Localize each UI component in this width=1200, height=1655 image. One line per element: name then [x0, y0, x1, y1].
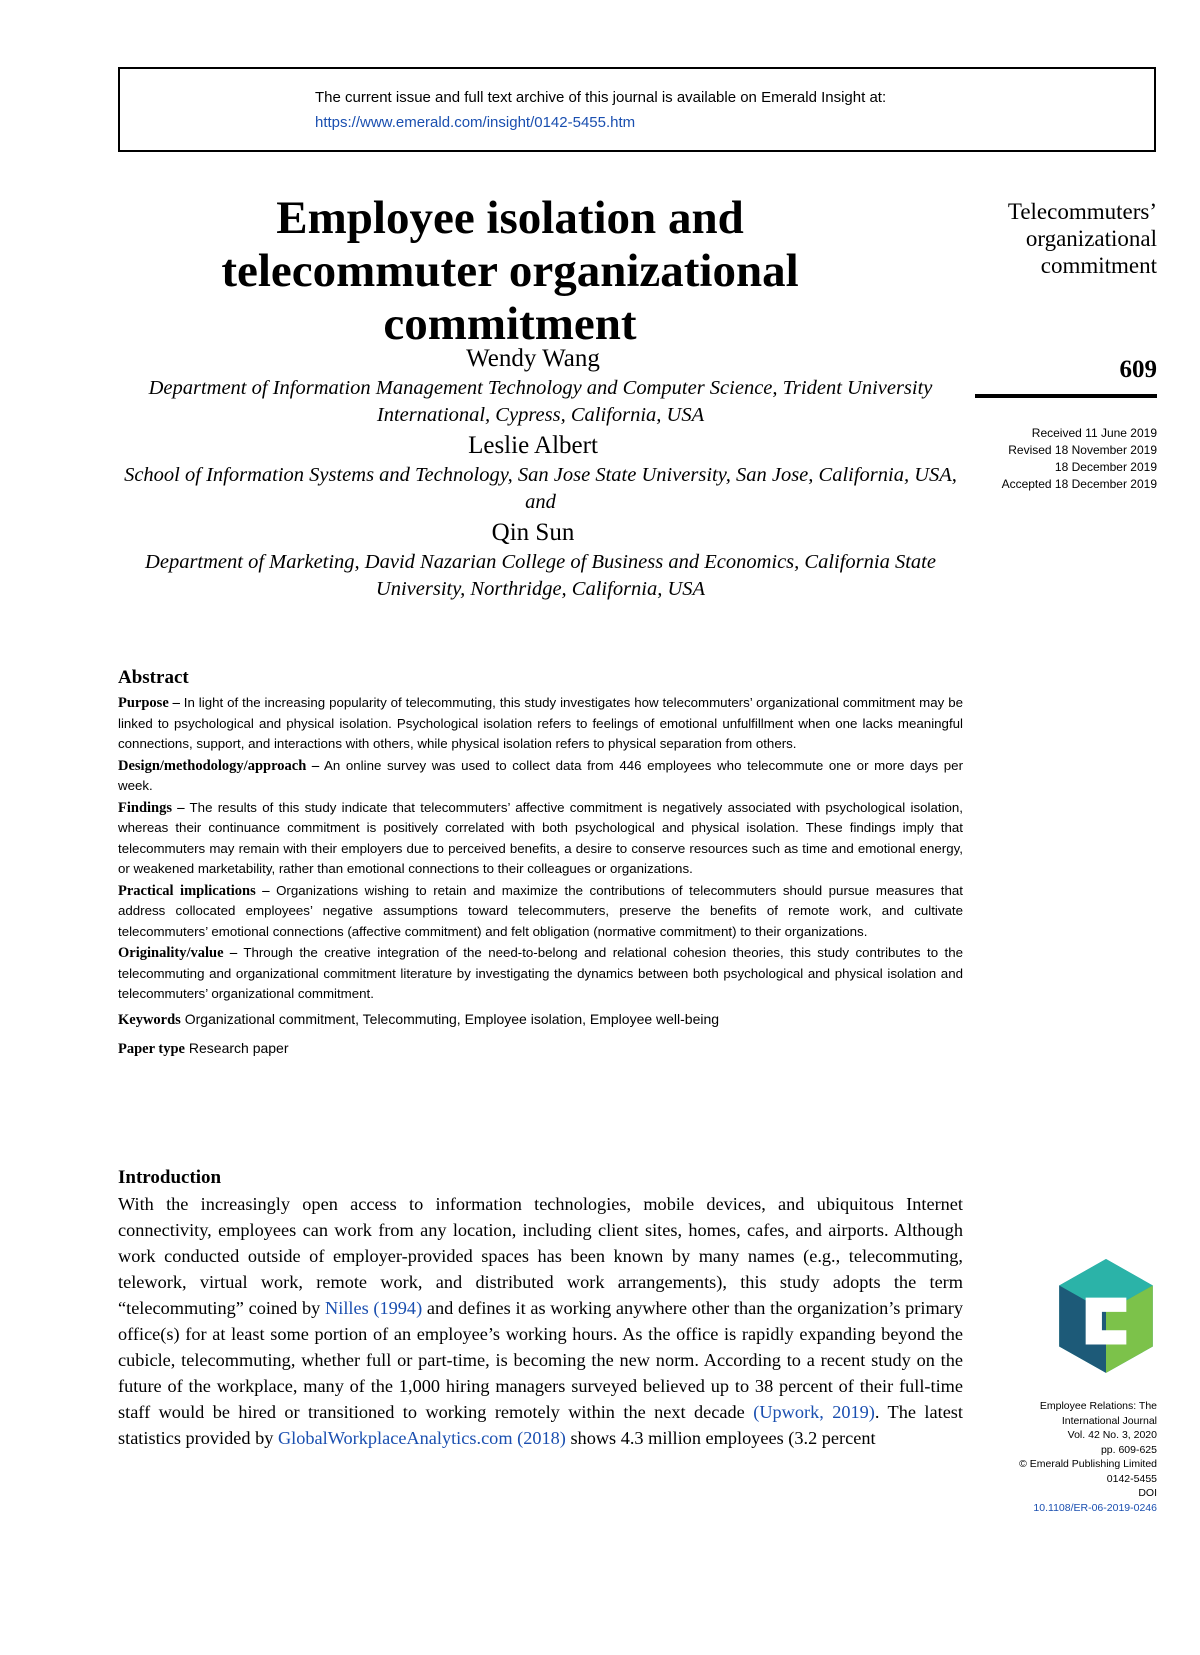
author-affiliation: Department of Marketing, David Nazarian College of Business and Economics, California State University, Northridge, California, USA — [145, 551, 936, 600]
citation-link[interactable]: GlobalWorkplaceAnalytics.com (2018) — [277, 1428, 566, 1448]
citation-link[interactable]: (Upwork, 2019) — [753, 1402, 875, 1422]
intro-text: . The latest statistics provided by — [118, 1402, 963, 1448]
journal-name: Employee Relations: The — [1039, 1400, 1157, 1412]
running-title-line: commitment — [1040, 253, 1157, 278]
findings-label: Findings – — [118, 799, 185, 816]
publisher: © Emerald Publishing Limited — [1019, 1458, 1157, 1470]
intro-text: With the increasingly open access to information technologies, mobile devices, and ubiquitous Internet connectivity, employees can work from any location, including client sites, homes, cafes, and airports. Although work conducted outside of employer-provided spaces has been known by many names (e.g., telecommuting, telework, virtual work, remote work, and distributed work arrangements), this study adopts the term “telecommuting” coined by — [118, 1194, 963, 1318]
purpose-text: In light of the increasing popularity of telecommuting, this study investigates how telecommuters’ organizational commitment may be linked to psychological and physical isolation. Psychological isolation refers to feelings of emotional unfulfillment when one lacks meaningful connections, support, and interactions with others, while physical isolation refers to physical separation from others. — [118, 695, 964, 751]
date-revised: Revised 18 November 2019 — [1008, 443, 1157, 457]
purpose-label: Purpose – — [118, 695, 180, 711]
author-name: Wendy Wang — [466, 345, 600, 372]
margin-divider — [975, 394, 1157, 398]
running-title — [1008, 198, 1157, 279]
date-accepted: Accepted 18 December 2019 — [1001, 477, 1157, 491]
originality-text: Through the creative integration of the need-to-belong and relational cohesion theories, this study contributes to the telecommuting and organizational commitment literature by investigating the dynamics between both psychological and physical isolation and telecommuters’ organizational commitment. — [118, 945, 964, 1001]
author-name: Leslie Albert — [468, 432, 598, 459]
banner-text: The current issue and full text archive of this journal is available on Emerald Insight at: — [315, 89, 887, 106]
emerald-logo-icon — [1055, 1257, 1157, 1377]
doi-label: DOI — [1138, 1487, 1157, 1499]
introduction-heading: Introduction — [118, 1167, 222, 1188]
design-label: Design/methodology/approach – — [118, 757, 320, 774]
running-title-line: organizational — [1025, 226, 1157, 251]
doi-line — [1019, 1486, 1157, 1515]
author-name: Qin Sun — [491, 519, 575, 546]
journal-availability-banner — [118, 67, 1156, 152]
abstract-body — [118, 693, 963, 1061]
design-text: An online survey was used to collect data from 446 employees who telecommute one or more days per week. — [118, 757, 963, 793]
citation-link[interactable]: Nilles (1994) — [325, 1298, 423, 1318]
journal-citation-info — [1019, 1399, 1157, 1515]
intro-text: shows 4.3 million employees (3.2 percent — [570, 1428, 876, 1448]
author-affiliation: School of Information Systems and Technology, San Jose State University, San Jose, California, USA, and — [124, 464, 957, 513]
intro-text: and defines it as working anywhere other than the organization’s primary office(s) for at least some portion of an employee’s working hours. As the office is rapidly expanding beyond the cubicle, telecommuting, whether full or part-time, is becoming the new norm. According to a recent study on the future of the workplace, many of the 1,000 hiring managers surveyed believed up to 38 percent of their full-time staff would be hired or transitioned to working remotely within the next decade — [118, 1298, 964, 1422]
practical-text: Organizations wishing to retain and maximize the contributions of telecommuters should pursue measures that address collocated employees’ negative assumptions toward telecommuters, preserve the benefits of remote work, and cultivate telecommuters’ emotional connections (affective commitment) and felt obligation (normative commitment) to their organizations. — [118, 882, 963, 939]
journal-volume: Vol. 42 No. 3, 2020 — [1067, 1429, 1157, 1441]
running-title-line: Telecommuters’ — [1007, 199, 1157, 224]
findings-text: The results of this study indicate that telecommuters’ affective commitment is negatively associated with psychological isolation, whereas their continuance commitment is positively correlated with both psychological and physical isolation. These findings imply that telecommuters may remain with their employers due to perceived benefits, a desire to conserve resources such as time and emotional energy, or weakened marketability, rather than emotional connections to their colleagues or organizations. — [118, 799, 963, 876]
submission-dates — [1002, 425, 1157, 493]
doi-link[interactable]: 10.1108/ER-06-2019-0246 — [1033, 1501, 1157, 1514]
practical-label: Practical implications – — [118, 882, 270, 899]
keywords-text: Organizational commitment, Telecommuting, Employee isolation, Employee well-being — [184, 1010, 720, 1027]
issn: 0142-5455 — [1106, 1472, 1157, 1485]
page-number: 609 — [1119, 356, 1157, 383]
paper-type-text: Research paper — [188, 1040, 289, 1056]
journal-pages: pp. 609-625 — [1100, 1443, 1157, 1456]
date-revised-2: 18 December 2019 — [1054, 460, 1157, 474]
abstract-heading: Abstract — [118, 667, 189, 688]
paper-type-label: Paper type — [118, 1041, 185, 1057]
author-affiliation: Department of Information Management Technology and Computer Science, Trident University International, Cypress, California, USA — [148, 377, 933, 426]
originality-label: Originality/value – — [118, 945, 238, 961]
introduction-paragraph — [118, 1191, 963, 1451]
keywords-label: Keywords — [118, 1011, 181, 1028]
article-title: Employee isolation and telecommuter organizational commitment — [221, 192, 799, 350]
journal-name-2: International Journal — [1061, 1414, 1157, 1427]
date-received: Received 11 June 2019 — [1031, 426, 1157, 440]
journal-url-link[interactable]: https://www.emerald.com/insight/0142-5455.htm — [315, 114, 636, 131]
